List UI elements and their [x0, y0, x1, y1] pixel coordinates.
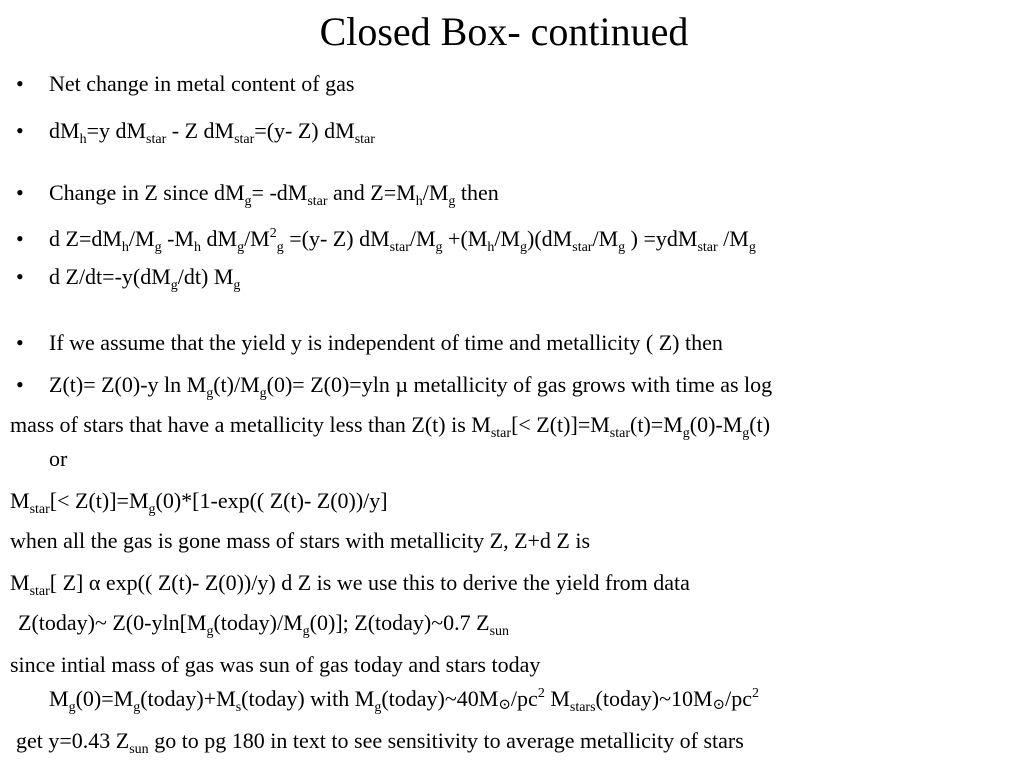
bullet-text-2: Change in Z since $dM_g= -dM_{star}$ and $Z=M_h/M_g$ then: [49, 180, 499, 209]
bullet-text-6: Z(t)= Z(0)-y $\ln M_g(t)/M_g(0)= Z(0)=yln$ µ metallicity of gas grows with time as log: [49, 372, 773, 401]
solar-symbol: ⊙: [712, 697, 726, 713]
bullet-marker: •: [16, 71, 24, 96]
bullet-marker: •: [16, 226, 24, 251]
bullet-text-0: Net change in metal content of gas: [49, 71, 355, 96]
text-line-14: $M_g(0)=M_g(today)+M_s(today)$ with $M_g(today)\sim 40M⊙/pc^2$ $M_{stars}(today)\sim 10M⊙/pc^2$: [49, 686, 760, 715]
bullet-text-3: d $Z=dM_h/M_g$ $-M_h$ $dM_g/M^2_g =(y-$ Z) $dM_{star}/M_g +(M_h/M_g)(dM_{star}/M_g$ ) =ydM$_{star}$ $/M_g$: [49, 226, 756, 255]
text-line-12: Z(today)~ $Z(0-yln[M_g(today)/M_g(0)]$; Z(today)~0.7 $Z_{sun}$: [18, 610, 510, 639]
bullet-marker: •: [16, 264, 24, 289]
bullet-text-1: $dM_h=y$ $dM_{star}$ - Z $dM_{star}=(y-$ Z) $dM_{star}$: [49, 118, 375, 147]
text-line-9: $M_{star}[< Z(t)]=M_g(0)*[1-\exp$(( Z(t)- Z(0))/y]: [10, 488, 388, 517]
text-line-8: or: [49, 446, 68, 471]
text-line-7: mass of stars that have a metallicity less than Z(t) is $M_{star}[< Z(t)]=M_{star}(t)=M_g(0)-M_g(t)$: [10, 412, 771, 441]
bullet-marker: •: [16, 118, 24, 143]
slide-title: Closed Box- continued: [319, 9, 689, 54]
solar-symbol: ⊙: [498, 697, 511, 713]
text-line-13: since intial mass of gas was sun of gas today and stars today: [10, 652, 541, 677]
text-line-10: when all the gas is gone mass of stars with metallicity Z, Z+d Z is: [10, 528, 591, 553]
bullet-text-5: If we assume that the yield y is independent of time and metallicity ( Z) then: [49, 330, 723, 355]
bullet-marker: •: [16, 330, 24, 355]
text-line-11: $M_{star}$[ Z] α exp(( Z(t)- Z(0))/y) d Z is we use this to derive the yield from data: [10, 570, 690, 599]
bullet-marker: •: [16, 372, 24, 397]
bullet-marker: •: [16, 180, 24, 205]
text-line-15: get y=0.43 $Z_{sun}$ go to pg 180 in text to see sensitivity to average metallicity of stars: [16, 728, 744, 757]
bullet-text-4: d $Z/dt=-y(dM_g/dt)$ $M_g$: [49, 264, 241, 293]
